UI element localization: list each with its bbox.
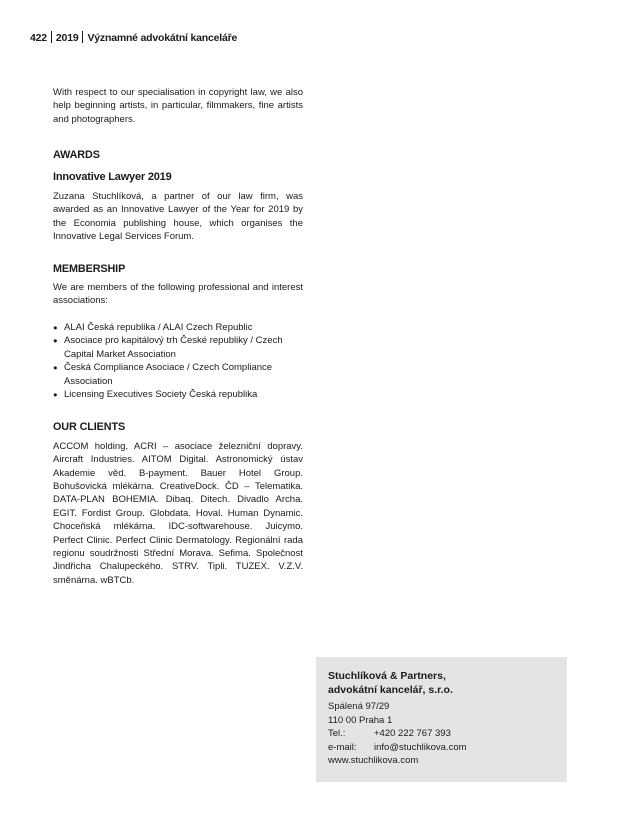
phone-number: +420 222 767 393 xyxy=(374,728,451,739)
email-label: e-mail: xyxy=(328,741,357,753)
phone-label: Tel.: xyxy=(328,728,346,739)
contact-box xyxy=(316,657,567,782)
header-year: 2019 xyxy=(55,32,79,44)
email-row xyxy=(328,741,555,755)
header-divider xyxy=(82,31,83,43)
award-title: Innovative Lawyer 2019 xyxy=(53,170,172,183)
city-address: 110 00 Praha 1 xyxy=(328,714,393,726)
email-address: info@stuchlikova.com xyxy=(374,741,467,753)
list-item: ● ALAI Česká republika / ALAI Czech Republic xyxy=(53,321,303,334)
header-publication: Významné advokátní kanceláře xyxy=(87,32,238,44)
awards-heading: AWARDS xyxy=(53,149,100,162)
header-divider xyxy=(51,31,52,43)
awards-paragraph: Zuzana Stuchlíková, a partner of our law firm, was awarded as an Innovative Lawyer of the Year for 2019 by the Economia publishing house, which organises the Innovative Legal Services Forum. xyxy=(53,191,303,243)
membership-list xyxy=(53,321,303,401)
main-column xyxy=(53,86,303,587)
clients-heading: OUR CLIENTS xyxy=(53,421,126,434)
page-number: 422 xyxy=(30,32,47,44)
phone-row xyxy=(328,727,555,741)
firm-name-line1: Stuchlíková & Partners, xyxy=(328,670,446,682)
clients-paragraph: ACCOM holding. ACRI – asociace železniční dopravy. Aircraft Industries. AITOM Digital. Astronomický ústav Akademie věd. B-payment. Bauer Hotel Group. Bohušovická mlékárna. CreativeDock. ČD – Telematika. DATA-PLAN BOHEMIA. Dibaq. Ditech. Divadlo Archa. EGIT. Fordist Group. Globdata. Hoval. Human Dynamic. Choceňská mlékárna. IDC-softwarehouse. Juicymo. Perfect Clinic. Perfect Clinic Dermatology. Regionální rada regionu soudržnosti Střední Morava. Sefima. Společnost Jindřicha Chalupeckého. STRV. Tipli. TUZEX. V.Z.V. směnárna. wBTCb. xyxy=(53,440,303,586)
list-item: ● Česká Compliance Asociace / Czech Compliance Association xyxy=(53,361,303,388)
running-head xyxy=(30,31,237,44)
list-item: ● Asociace pro kapitálový trh České republiky / Czech Capital Market Association xyxy=(53,334,303,361)
intro-paragraph: With respect to our specialisation in copyright law, we also help beginning artists, in particular, filmmakers, fine artists and photographers. xyxy=(53,87,303,125)
membership-heading: MEMBERSHIP xyxy=(53,262,126,275)
list-item: ● Licensing Executives Society Česká republika xyxy=(53,388,303,401)
membership-intro: We are members of the following professional and interest associations: xyxy=(53,282,303,307)
website: www.stuchlikova.com xyxy=(328,755,419,766)
street-address: Spálená 97/29 xyxy=(328,701,390,712)
firm-name-line2: advokátní kancelář, s.r.o. xyxy=(328,683,453,696)
